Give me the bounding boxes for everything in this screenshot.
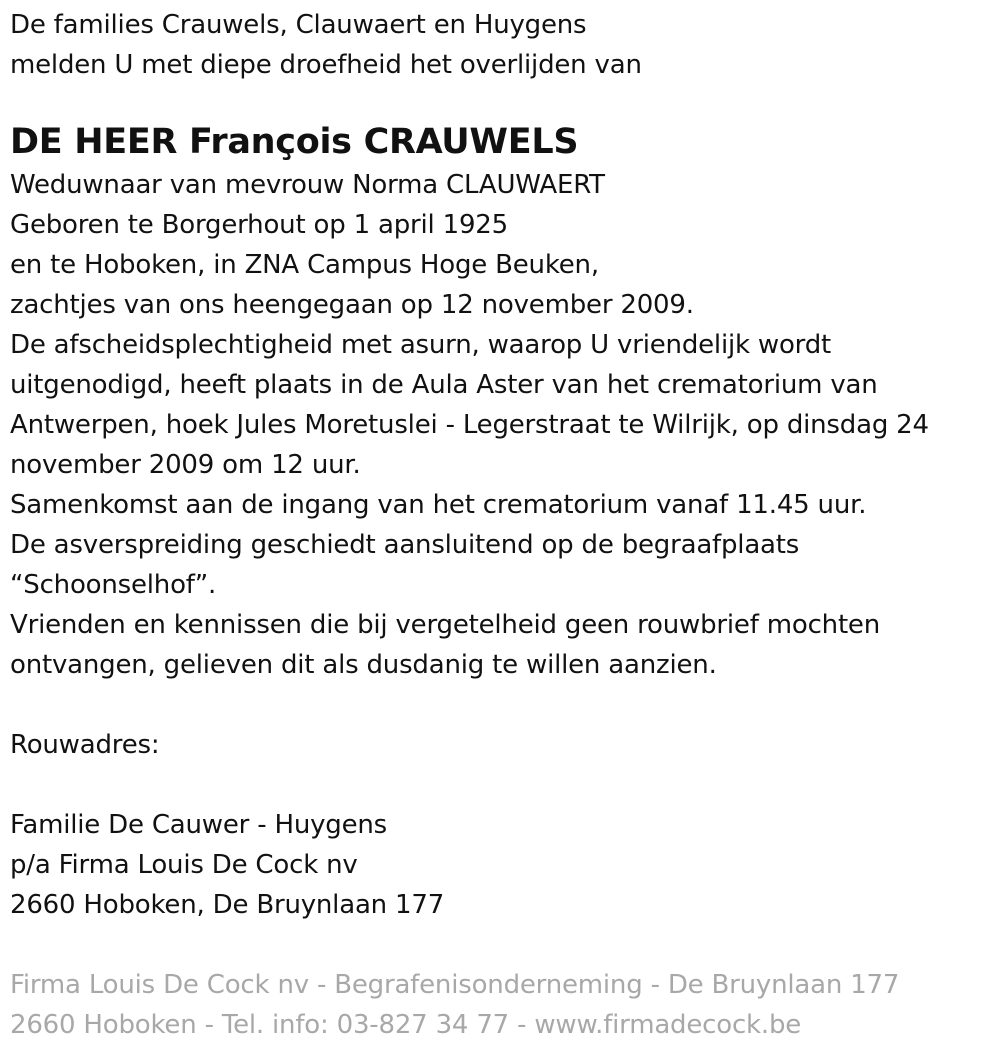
intro-block (10, 5, 990, 85)
funeral-home-footer (10, 965, 990, 1045)
body-line: Samenkomst aan de ingang van het crematorium vanaf 11.45 uur. (10, 490, 867, 520)
footer-line: 2660 Hoboken - Tel. info: 03-827 34 77 - www.firmadecock.be (10, 1010, 802, 1040)
body-line: Geboren te Borgerhout op 1 april 1925 (10, 210, 508, 240)
body-line: zachtjes van ons heengegaan op 12 november 2009. (10, 290, 694, 320)
body-line: “Schoonselhof”. (10, 570, 217, 600)
body-line: ontvangen, gelieven dit als dusdanig te willen aanzien. (10, 650, 717, 680)
body-line: november 2009 om 12 uur. (10, 450, 361, 480)
death-notice (10, 5, 990, 1045)
address-line: 2660 Hoboken, De Bruynlaan 177 (10, 890, 445, 920)
notice-body (10, 165, 990, 685)
body-line: Vrienden en kennissen die bij vergetelheid geen rouwbrief mochten (10, 610, 881, 640)
deceased-name: DE HEER François CRAUWELS (10, 122, 579, 162)
body-line: en te Hoboken, in ZNA Campus Hoge Beuken, (10, 250, 599, 280)
intro-line: melden U met diepe droefheid het overlijden van (10, 50, 642, 80)
body-line: De afscheidsplechtigheid met asurn, waarop U vriendelijk wordt (10, 330, 832, 360)
intro-line: De families Crauwels, Clauwaert en Huygens (10, 10, 587, 40)
address-line: Familie De Cauwer - Huygens (10, 810, 388, 840)
body-line: Antwerpen, hoek Jules Moretuslei - Legerstraat te Wilrijk, op dinsdag 24 (10, 410, 929, 440)
spacer (10, 765, 990, 805)
body-line: uitgenodigd, heeft plaats in de Aula Aster van het crematorium van (10, 370, 878, 400)
spacer (10, 685, 990, 725)
footer-line: Firma Louis De Cock nv - Begrafenisonderneming - De Bruynlaan 177 (10, 970, 900, 1000)
body-line: Weduwnaar van mevrouw Norma CLAUWAERT (10, 170, 605, 200)
mourning-address (10, 805, 990, 925)
spacer (10, 925, 990, 965)
address-label: Rouwadres: (10, 730, 160, 760)
address-line: p/a Firma Louis De Cock nv (10, 850, 358, 880)
body-line: De asverspreiding geschiedt aansluitend op de begraafplaats (10, 530, 800, 560)
